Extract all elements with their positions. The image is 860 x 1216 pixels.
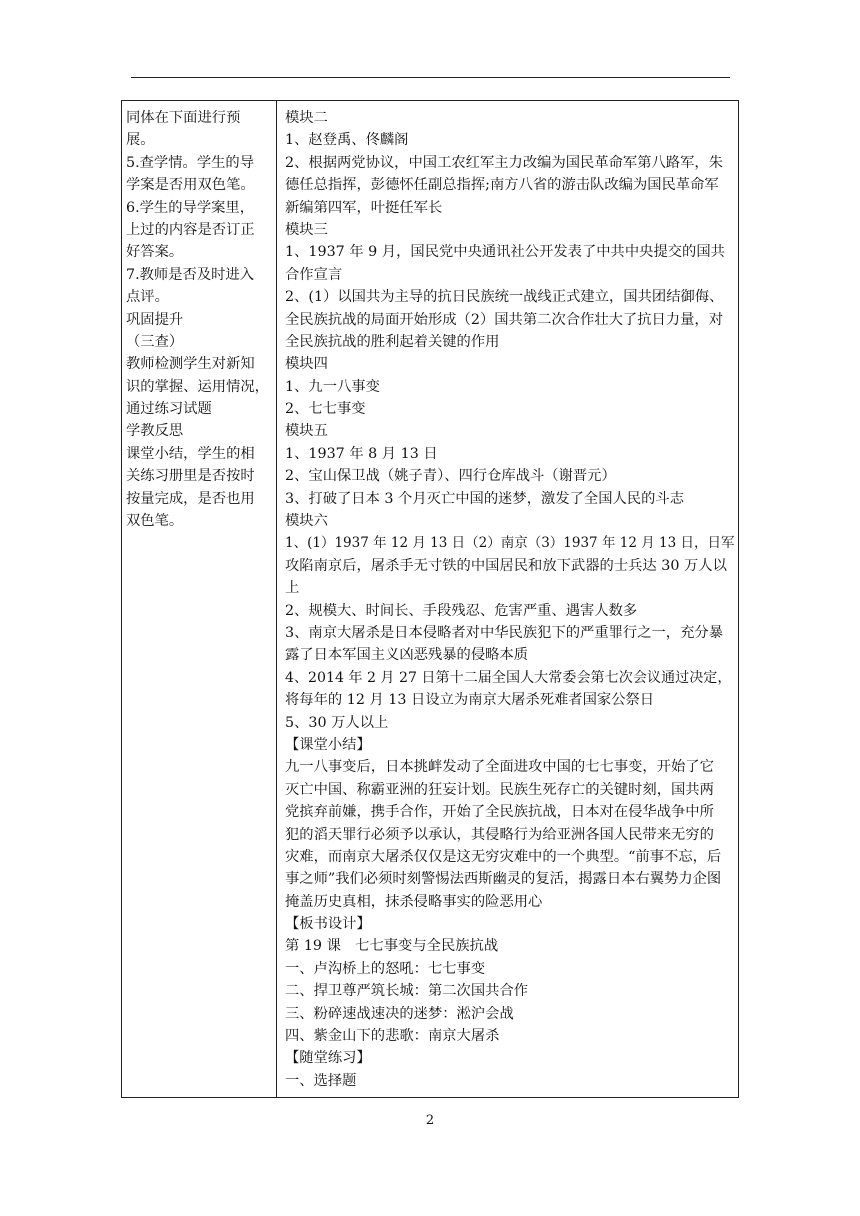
right-column-line: 露了日本军国主义凶恶残暴的侵略本质 <box>285 647 529 664</box>
left-column-line: 双色笔。 <box>126 513 184 530</box>
left-column-line: 5.查学情。学生的导 <box>126 154 255 171</box>
right-column-line: 1、1937 年 8 月 13 日 <box>285 445 438 462</box>
left-column-line: 展。 <box>126 132 155 149</box>
right-column-line: 九一八事变后，日本挑衅发动了全面进攻中国的七七事变，开始了它 <box>285 759 714 776</box>
left-column <box>126 107 272 532</box>
right-column-line: 3、打破了日本 3 个月灭亡中国的迷梦，激发了全国人民的斗志 <box>285 490 684 507</box>
left-column-line: 学教反思 <box>126 423 184 440</box>
right-column-line: 新编第四军，叶挺任军长 <box>285 199 443 216</box>
left-column-line: 识的掌握、运用情况， <box>126 378 269 395</box>
left-column-line: 上过的内容是否订正 <box>126 221 255 238</box>
right-column-line: 1、九一八事变 <box>285 378 380 395</box>
left-column-line: 课堂小结，学生的相 <box>126 445 255 462</box>
right-column-line: 2、根据两党协议，中国工农红军主力改编为国民革命军第八路军，朱 <box>285 154 723 171</box>
right-column-line: 模块六 <box>285 513 328 530</box>
left-column-line: 好答案。 <box>126 244 184 261</box>
right-column-line: 四、紫金山下的悲歌：南京大屠杀 <box>285 1028 500 1045</box>
right-column-line: 事之师”我们必须时刻警惕法西斯幽灵的复活，揭露日本右翼势力企图 <box>285 871 722 888</box>
left-column-line: 7.教师是否及时进入 <box>126 266 255 283</box>
right-column-line: 合作宣言 <box>285 266 343 283</box>
left-column-line: （三查） <box>126 333 184 350</box>
right-column-line: 模块二 <box>285 110 328 126</box>
right-column-line: 二、捍卫尊严筑长城：第二次国共合作 <box>285 983 529 1000</box>
right-column-line: 德任总指挥，彭德怀任副总指挥;南方八省的游击队改编为国民革命军 <box>285 177 719 194</box>
right-column-line: 将每年的 12 月 13 日设立为南京大屠杀死难者国家公祭日 <box>285 692 655 709</box>
left-column-line: 同体在下面进行预 <box>126 110 241 126</box>
left-column-line: 关练习册里是否按时 <box>126 468 255 485</box>
right-column-line: 攻陷南京后，屠杀手无寸铁的中国居民和放下武器的士兵达 30 万人以 <box>285 557 727 574</box>
left-column-line: 教师检测学生对新知 <box>126 356 255 373</box>
right-column-line: 第 19 课 七七事变与全民族抗战 <box>285 938 499 955</box>
column-divider <box>276 101 277 1097</box>
right-column-line: 2、规模大、时间长、手段残忍、危害严重、遇害人数多 <box>285 602 638 619</box>
left-column-line: 学案是否用双色笔。 <box>126 177 255 194</box>
left-column-line: 巩固提升 <box>126 311 184 328</box>
right-column-line: 全民族抗战的胜利起着关键的作用 <box>285 333 500 350</box>
right-column-line: 1、1937 年 9 月，国民党中央通讯社公开发表了中共中央提交的国共 <box>285 244 725 261</box>
right-column-line: 【板书设计】 <box>285 916 371 933</box>
right-column-line: 党摈弃前嫌，携手合作，开始了全民族抗战，日本对在侵华战争中所 <box>285 804 714 821</box>
right-column-line: 犯的滔天罪行必须予以承认，其侵略行为给亚洲各国人民带来无穷的 <box>285 826 714 843</box>
right-column-line: 模块五 <box>285 423 328 440</box>
right-column-line: 【课堂小结】 <box>285 736 371 753</box>
left-column-line: 6.学生的导学案里， <box>126 199 255 216</box>
right-column-line: 模块四 <box>285 356 328 373</box>
content-table <box>121 100 739 1098</box>
right-column-line: 3、南京大屠杀是日本侵略者对中华民族犯下的严重罪行之一，充分暴 <box>285 624 723 641</box>
left-column-line: 点评。 <box>126 289 169 306</box>
right-column-line: 2、七七事变 <box>285 401 366 418</box>
right-column-line: 一、选择题 <box>285 1072 357 1089</box>
left-column-line: 按量完成，是否也用 <box>126 490 255 507</box>
right-column-line: 灭亡中国、称霸亚洲的狂妄计划。民族生死存亡的关键时刻，国共两 <box>285 781 714 798</box>
right-column-line: 2、宝山保卫战（姚子青）、四行仓库战斗（谢晋元） <box>285 468 616 485</box>
right-column-line: 【随堂练习】 <box>285 1050 371 1067</box>
right-column-line: 一、卢沟桥上的怒吼：七七事变 <box>285 960 486 977</box>
right-column-line: 上 <box>285 580 300 597</box>
header-rule <box>131 77 730 78</box>
right-column-line: 掩盖历史真相，抹杀侵略事实的险恶用心 <box>285 893 543 910</box>
right-column-line: 模块三 <box>285 221 328 238</box>
right-column-line: 2、(1）以国共为主导的抗日民族统一战线正式建立，国共团结御侮、 <box>285 289 724 306</box>
right-column-line: 5、30 万人以上 <box>285 714 389 731</box>
page-number: 2 <box>425 1113 435 1128</box>
right-column-line: 全民族抗战的局面开始形成（2）国共第二次合作壮大了抗日力量，对 <box>285 311 723 328</box>
left-column-line: 通过练习试题 <box>126 401 212 418</box>
right-column-line: 4、2014 年 2 月 27 日第十二届全国人大常委会第七次会议通过决定， <box>285 669 732 686</box>
right-column-line: 1、赵登禹、佟麟阁 <box>285 132 409 149</box>
right-column-line: 1、(1）1937 年 12 月 13 日（2）南京（3）1937 年 12 月 13 日，日军 <box>285 535 735 552</box>
right-column-line: 三、粉碎速战速决的迷梦：淞沪会战 <box>285 1005 514 1022</box>
right-column-line: 灾难，而南京大屠杀仅仅是这无穷灾难中的一个典型。“前事不忘，后 <box>285 848 722 865</box>
right-column <box>285 107 737 1092</box>
